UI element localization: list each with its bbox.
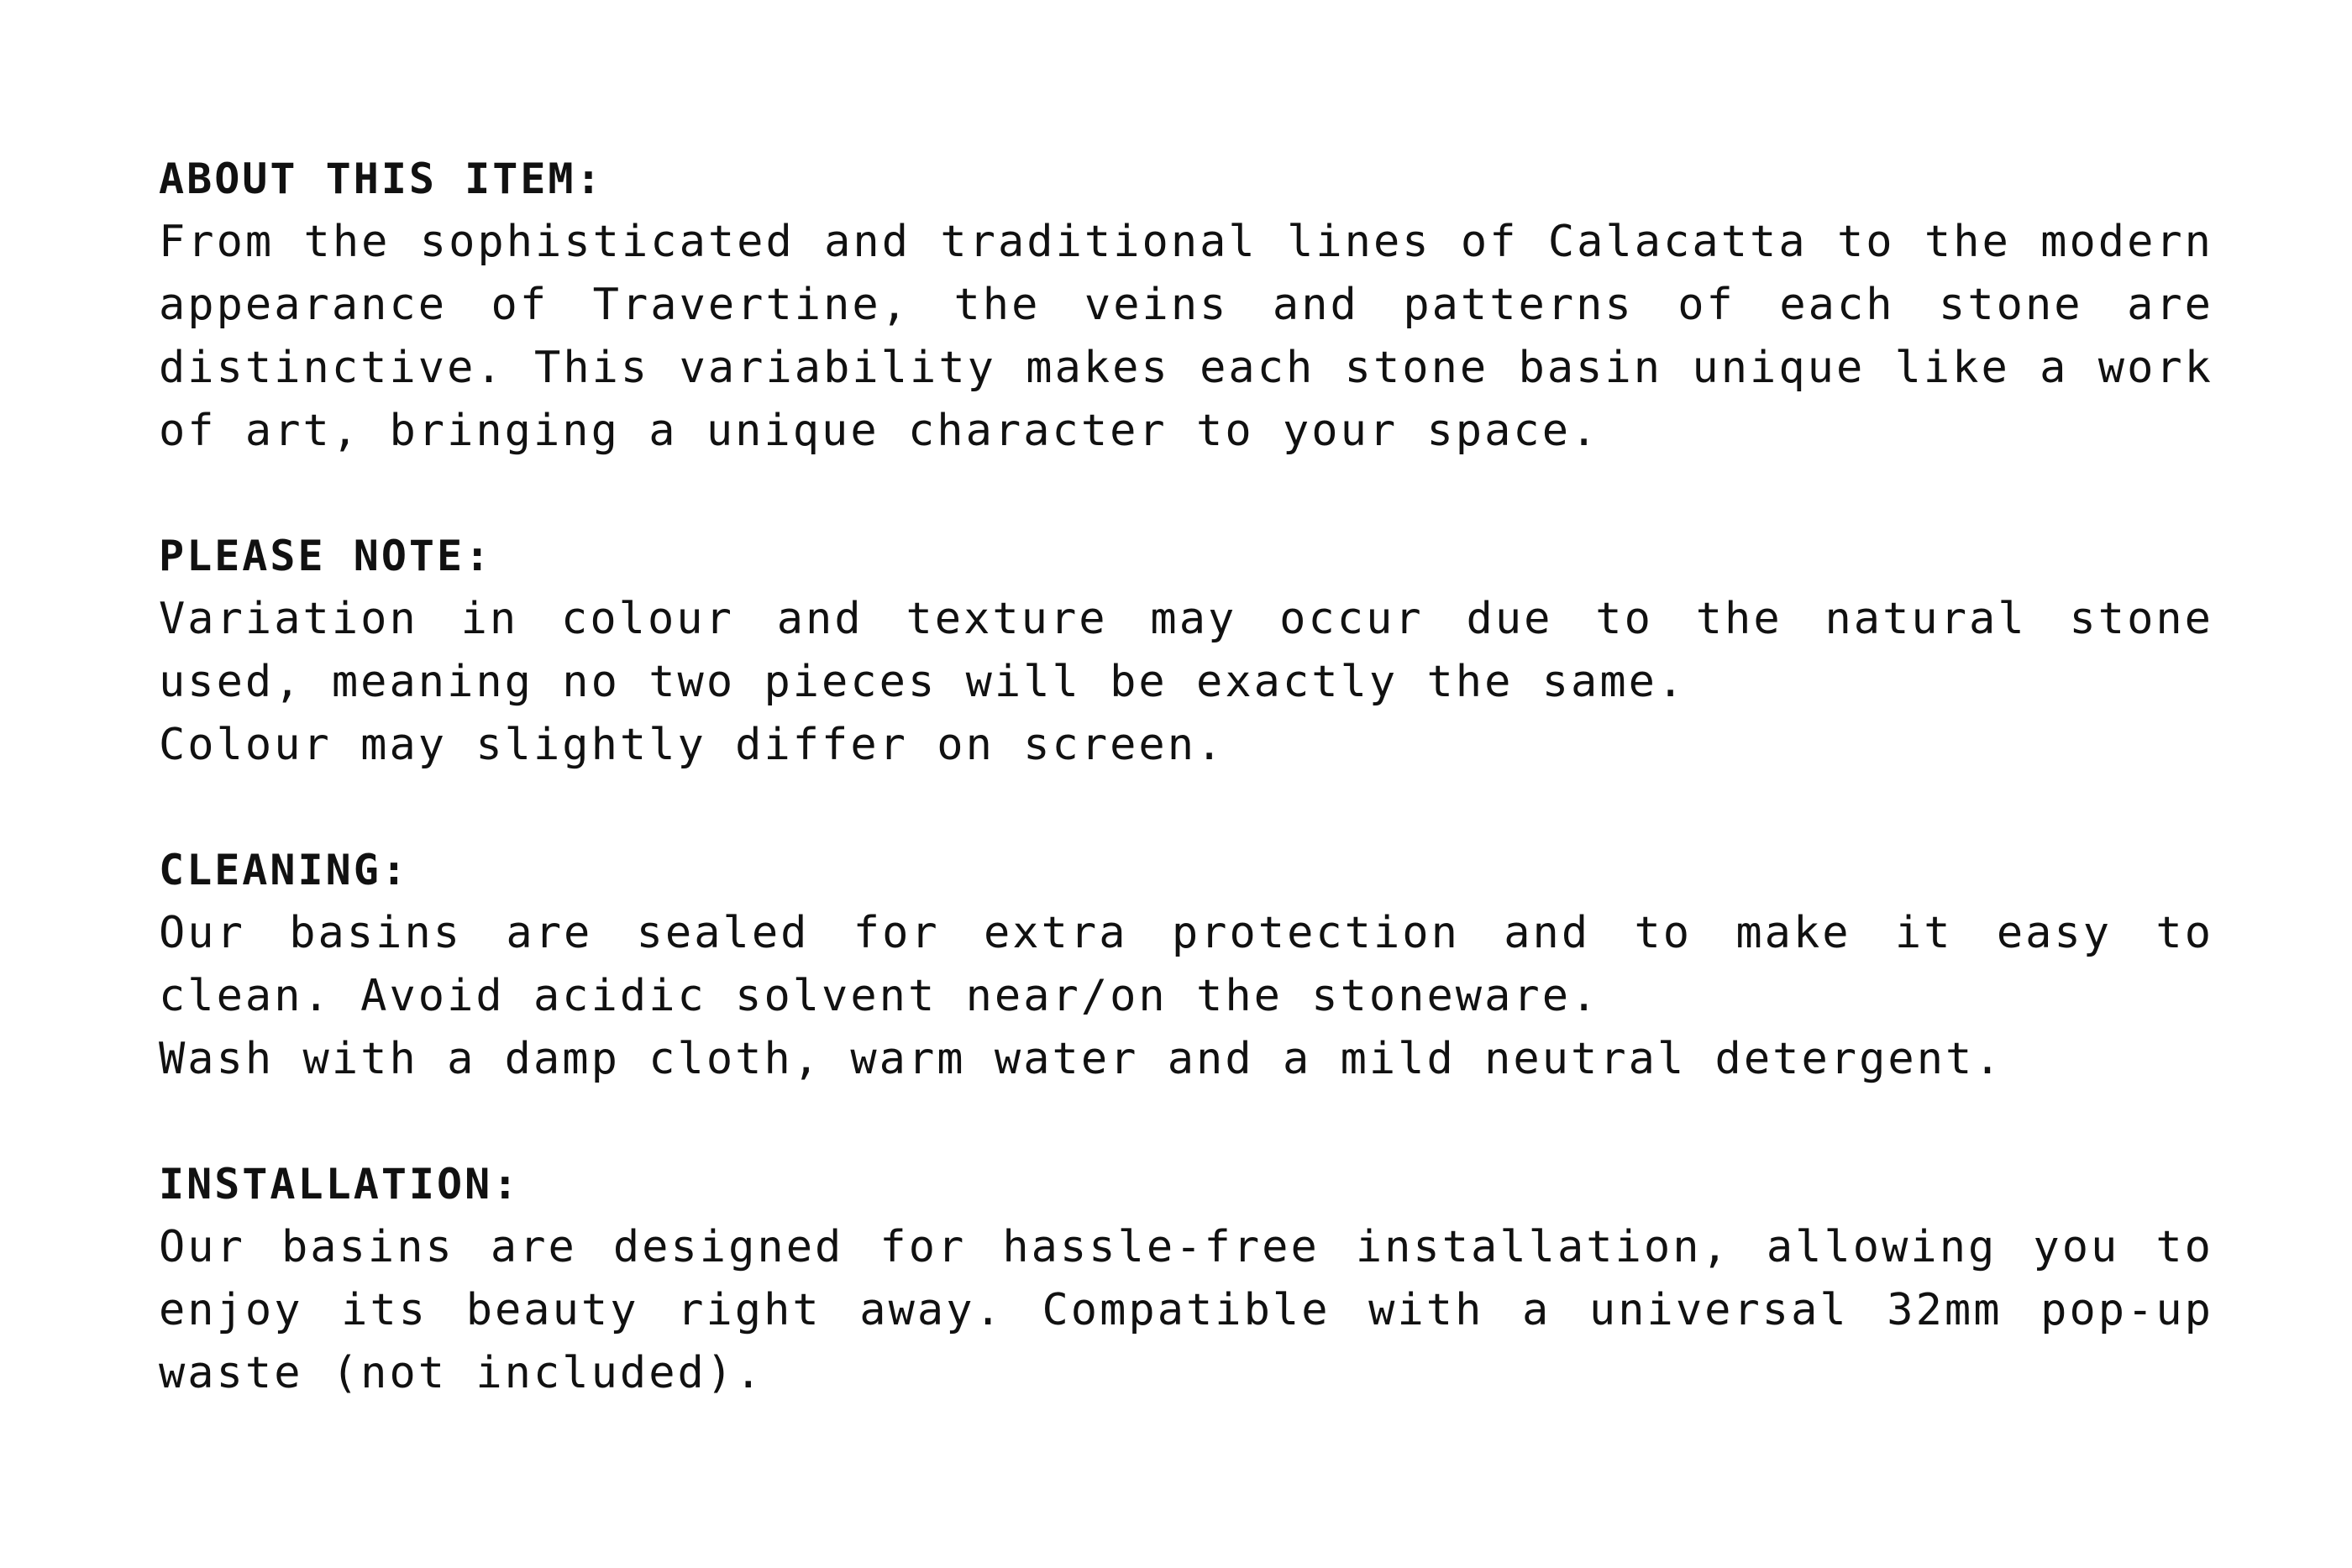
section-please-note <box>159 525 2213 777</box>
section-paragraph: Variation in colour and texture may occur due to the natural stone used, meaning no two pieces will be exactly the same. <box>159 594 2213 707</box>
section-paragraph: Our basins are designed for hassle-free installation, allowing you to enjoy its beauty right away. Compatible with a universal 32mm pop-up waste (not included). <box>159 1222 2213 1398</box>
section-heading: INSTALLATION: <box>159 1160 521 1209</box>
section-cleaning <box>159 839 2213 1091</box>
section-paragraph: From the sophisticated and traditional lines of Calacatta to the modern appearance of Travertine, the veins and patterns of each stone are distinctive. This variability makes each stone basin unique like a work of art, bringing a unique character to your space. <box>159 217 2213 456</box>
section-about-this-item <box>159 148 2213 463</box>
section-paragraph: Colour may slightly differ on screen. <box>159 720 1226 770</box>
section-heading: PLEASE NOTE: <box>159 532 493 580</box>
section-heading: CLEANING: <box>159 846 409 894</box>
section-heading: ABOUT THIS ITEM: <box>159 155 604 203</box>
section-installation <box>159 1153 2213 1405</box>
section-paragraph: Wash with a damp cloth, warm water and a mild neutral detergent. <box>159 1034 2003 1084</box>
product-description <box>159 148 2213 1405</box>
section-paragraph: Our basins are sealed for extra protection and to make it easy to clean. Avoid acidic solvent near/on the stoneware. <box>159 908 2213 1021</box>
